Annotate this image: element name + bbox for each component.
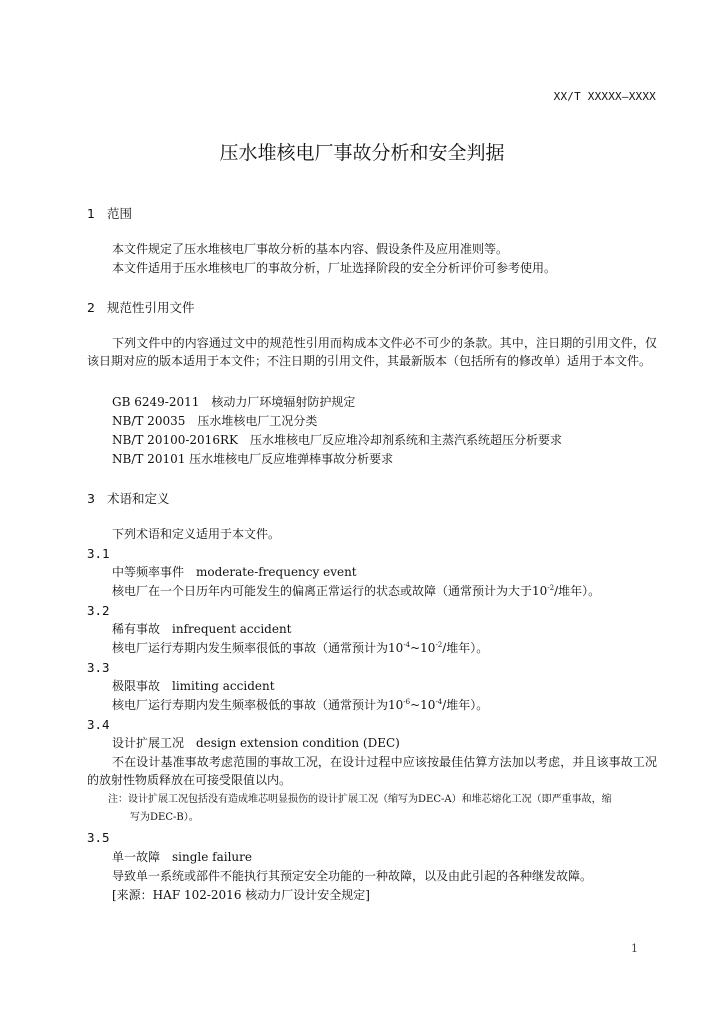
references-intro: 下列文件中的内容通过文中的规范性引用而构成本文件必不可少的条款。其中，注日期的引用文件，仅该日期对应的版本适用于本文件；不注日期的引用文件，其最新版本（包括所有的修改单）适用于本文件。 <box>87 336 657 368</box>
term-name: 极限事故 limiting accident <box>112 679 275 693</box>
section-3-heading <box>87 489 170 507</box>
reference-item: NB/T 20035 压水堆核电厂工况分类 <box>112 414 318 428</box>
section-number: 3 <box>87 491 95 506</box>
term-definition: 导致单一系统或部件不能执行其预定安全功能的一种故障，以及由此引起的各种继发故障。 <box>112 869 593 883</box>
section-title: 范围 <box>107 206 133 221</box>
term-definition: 不在设计基准事故考虑范围的事故工况，在设计过程中应该按最佳估算方法加以考虑，并且该事故工况的放射性物质释放在可接受限值以内。 <box>87 755 657 787</box>
term-note: 注：设计扩展工况包括没有造成堆芯明显损伤的设计扩展工况（缩写为DEC-A）和堆芯熔化工况（即严重事故，缩 <box>108 794 612 805</box>
section-1-heading <box>87 204 132 222</box>
term-definition: 核电厂运行寿期内发生频率极低的事故（通常预计为$10^{-6}\sim 10^{-4}/$堆年）。 <box>112 698 489 712</box>
term-name: 单一故障 single failure <box>112 850 252 864</box>
section-title: 规范性引用文件 <box>107 300 195 315</box>
term-number: 3.3 <box>87 660 110 675</box>
term-note-continued: 写为DEC-B）。 <box>130 812 199 823</box>
term-name: 中等频率事件 moderate-frequency event <box>112 565 357 579</box>
terms-intro: 下列术语和定义适用于本文件。 <box>112 527 281 541</box>
scope-paragraph-1: 本文件规定了压水堆核电厂事故分析的基本内容、假设条件及应用准则等。 <box>112 242 509 256</box>
term-source: [来源：HAF 102-2016 核动力厂设计安全规定] <box>112 888 370 902</box>
page-number: 1 <box>631 942 638 955</box>
reference-item: NB/T 20100-2016RK 压水堆核电厂反应堆冷却剂系统和主蒸汽系统超压分析要求 <box>112 433 562 447</box>
section-2-heading <box>87 298 195 316</box>
term-name: 设计扩展工况 design extension condition (DEC) <box>112 736 400 750</box>
section-number: 2 <box>87 300 95 315</box>
term-number: 3.2 <box>87 603 110 618</box>
reference-item: GB 6249-2011 核动力厂环境辐射防护规定 <box>112 395 356 409</box>
term-definition: 核电厂在一个日历年内可能发生的偏离正常运行的状态或故障（通常预计为大于$10^{-2}/$堆年）。 <box>112 584 601 598</box>
term-number: 3.1 <box>87 546 110 561</box>
scope-paragraph-2: 本文件适用于压水堆核电厂的事故分析，厂址选择阶段的安全分析评价可参考使用。 <box>112 261 557 275</box>
term-definition: 核电厂运行寿期内发生频率很低的事故（通常预计为$10^{-4}\sim 10^{-2}/$堆年）。 <box>112 641 489 655</box>
section-number: 1 <box>87 206 95 221</box>
document-title: 压水堆核电厂事故分析和安全判据 <box>219 142 505 164</box>
term-number: 3.5 <box>87 830 110 845</box>
term-number: 3.4 <box>87 717 110 732</box>
document-code: XX/T XXXXX—XXXX <box>553 90 656 103</box>
term-name: 稀有事故 infrequent accident <box>112 622 292 636</box>
reference-item: NB/T 20101 压水堆核电厂反应堆弹棒事故分析要求 <box>112 452 394 466</box>
section-title: 术语和定义 <box>107 491 170 506</box>
